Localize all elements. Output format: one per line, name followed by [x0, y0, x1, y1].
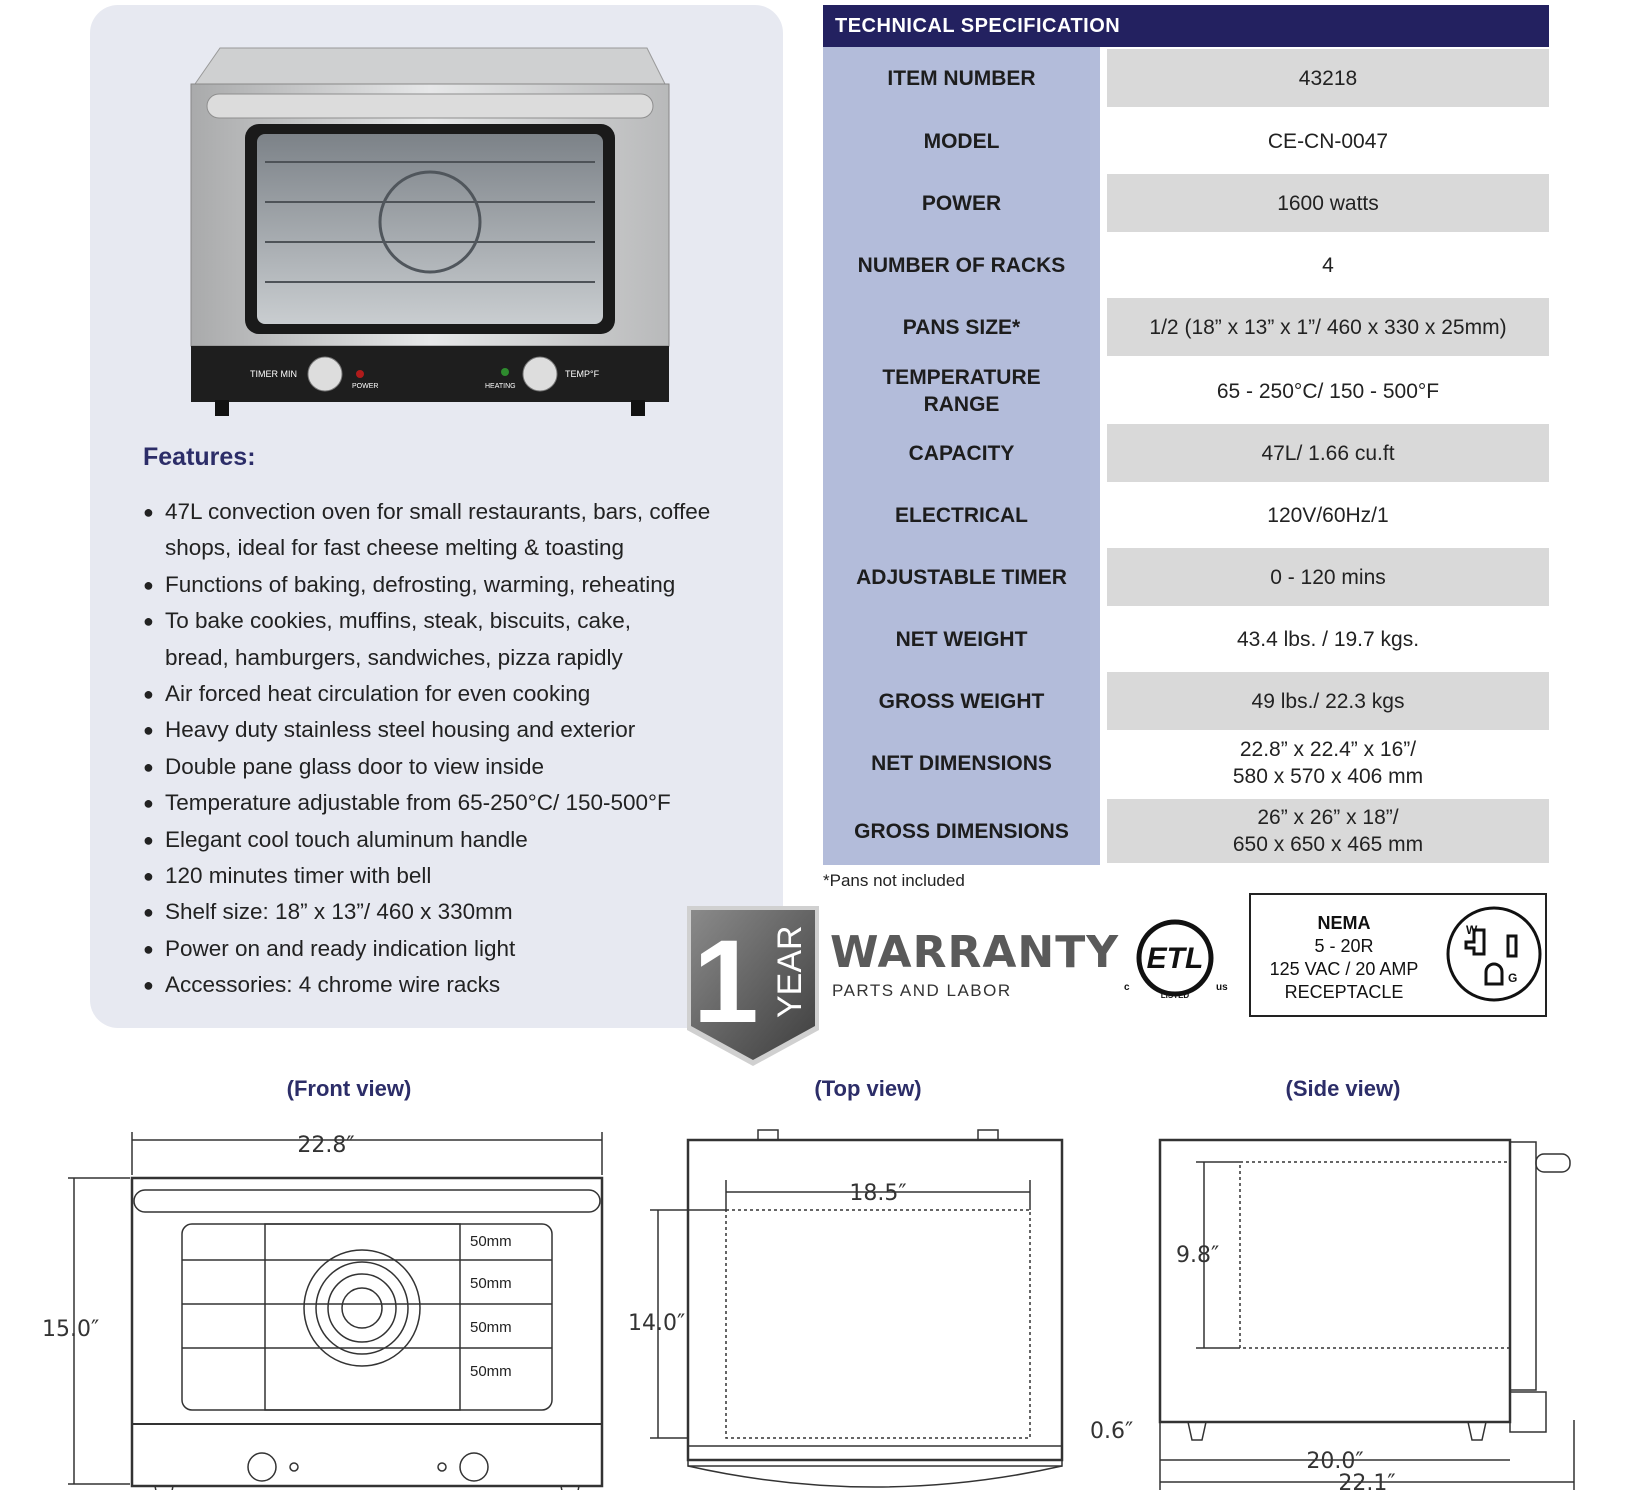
side-foot-label: 0.6″ — [1090, 1419, 1134, 1444]
warranty-number: 1 — [693, 916, 759, 1048]
feature-item: ● 47L convection oven for small restaurants, bars, coffee shops, ideal for fast cheese melting & toasting — [143, 494, 710, 567]
spec-row-value: 1600 watts — [1107, 174, 1549, 232]
front-height-label: 15.0″ — [42, 1317, 100, 1342]
heating-label: HEATING — [485, 383, 516, 390]
spec-header — [823, 5, 1549, 47]
etl-mark: ETL — [1146, 942, 1204, 975]
rack-gap-label-1: 50mm — [470, 1233, 512, 1250]
warranty-year: YEAR — [771, 925, 809, 1018]
side-depth-inner-label: 20.0″ — [1306, 1449, 1364, 1474]
spec-row-label: PANS SIZE* — [902, 315, 1021, 339]
nema-line-3: 125 VAC / 20 AMP — [1269, 959, 1419, 979]
side-depth-total-label: 22.1″ — [1338, 1471, 1396, 1490]
feature-item: ● 120 minutes timer with bell — [143, 858, 710, 894]
spec-row-value: 26” x 26” x 18”/ 650 x 650 x 465 mm — [1107, 799, 1549, 863]
spec-row-label: GROSS DIMENSIONS — [854, 819, 1069, 843]
feature-item: ● Accessories: 4 chrome wire racks — [143, 967, 710, 1003]
top-view-title: (Top view) — [814, 1076, 922, 1101]
spec-row-label: MODEL — [923, 129, 1000, 153]
nema-line-4: RECEPTACLE — [1284, 982, 1404, 1002]
top-inner-width-label: 18.5″ — [849, 1181, 907, 1206]
spec-row-value: 43218 — [1107, 49, 1549, 107]
timer-label: TIMER MIN — [250, 369, 297, 379]
spec-row-value: 0 - 120 mins — [1107, 548, 1549, 606]
rack-gap-label-4: 50mm — [470, 1363, 512, 1380]
spec-row-value: 47L/ 1.66 cu.ft — [1107, 424, 1549, 482]
feature-item: ● Air forced heat circulation for even cooking — [143, 676, 710, 712]
feature-item: ● Power on and ready indication light — [143, 931, 710, 967]
top-depth-label: 14.0″ — [628, 1311, 686, 1336]
nema-line-2: 5 - 20R — [1314, 936, 1374, 956]
feature-item: ● Functions of baking, defrosting, warming, reheating — [143, 567, 710, 603]
oven-product-photo — [185, 42, 675, 418]
spec-row-value: 1/2 (18” x 13” x 1”/ 460 x 330 x 25mm) — [1107, 298, 1549, 356]
etl-listed-logo — [1120, 918, 1230, 1000]
spec-row-label: CAPACITY — [908, 441, 1015, 465]
etl-us: us — [1216, 982, 1228, 993]
spec-row-value: 22.8” x 22.4” x 16”/ 580 x 570 x 406 mm — [1232, 738, 1424, 788]
power-label: POWER — [352, 383, 379, 390]
warranty-badge-icon — [683, 900, 823, 1070]
spec-row-label: NET DIMENSIONS — [871, 751, 1052, 775]
front-view-drawing — [40, 1120, 620, 1490]
nema-line-1: NEMA — [1317, 913, 1371, 933]
spec-row-value: 4 — [1322, 253, 1334, 277]
feature-item: ● To bake cookies, muffins, steak, biscuits, cake, bread, hamburgers, sandwiches, pizza rapidly — [143, 603, 710, 676]
warranty-sub: PARTS AND LABOR — [832, 981, 1012, 1000]
side-inner-height-label: 9.8″ — [1176, 1243, 1220, 1268]
spec-row-label: ELECTRICAL — [895, 503, 1028, 527]
spec-row-value: 49 lbs./ 22.3 kgs — [1107, 672, 1549, 730]
top-view-drawing — [620, 1120, 1080, 1490]
spec-row-label: POWER — [921, 191, 1002, 215]
nema-w: W — [1466, 923, 1478, 937]
etl-c: c — [1124, 982, 1130, 993]
temp-label: TEMP°F — [565, 369, 600, 379]
spec-row-label: ADJUSTABLE TIMER — [856, 565, 1067, 589]
feature-item: ● Elegant cool touch aluminum handle — [143, 822, 710, 858]
spec-row-label: ITEM NUMBER — [887, 66, 1036, 90]
front-width-label: 22.8″ — [297, 1133, 355, 1158]
nema-g: G — [1508, 971, 1518, 985]
features-title: Features: — [143, 443, 256, 471]
spec-row-label: TEMPERATURE RANGE — [882, 366, 1041, 416]
spec-row-label: NUMBER OF RACKS — [857, 253, 1066, 277]
spec-row-label: GROSS WEIGHT — [878, 689, 1045, 713]
feature-item: ● Heavy duty stainless steel housing and exterior — [143, 712, 710, 748]
spec-row-value: CE-CN-0047 — [1267, 129, 1389, 153]
pans-note: *Pans not included — [823, 871, 965, 890]
side-view-title: (Side view) — [1285, 1076, 1401, 1101]
nema-receptacle-icon — [1444, 904, 1544, 1004]
etl-listed: LISTED — [1160, 991, 1190, 1000]
feature-item: ● Shelf size: 18” x 13”/ 460 x 330mm — [143, 894, 710, 930]
rack-gap-label-2: 50mm — [470, 1275, 512, 1292]
side-view-drawing — [1080, 1120, 1636, 1490]
spec-row-value: 120V/60Hz/1 — [1267, 503, 1389, 527]
spec-row-value: 65 - 250°C/ 150 - 500°F — [1216, 379, 1440, 403]
spec-row-label: NET WEIGHT — [895, 627, 1028, 651]
spec-row-value: 43.4 lbs. / 19.7 kgs. — [1236, 627, 1420, 651]
spec-header-title: TECHNICAL SPECIFICATION — [835, 15, 1121, 37]
warranty-word: WARRANTY — [830, 927, 1120, 978]
front-view-title: (Front view) — [286, 1076, 412, 1101]
rack-gap-label-3: 50mm — [470, 1319, 512, 1336]
feature-item: ● Double pane glass door to view inside — [143, 749, 710, 785]
features-list — [143, 494, 710, 1004]
feature-item: ● Temperature adjustable from 65-250°C/ 150-500°F — [143, 785, 710, 821]
